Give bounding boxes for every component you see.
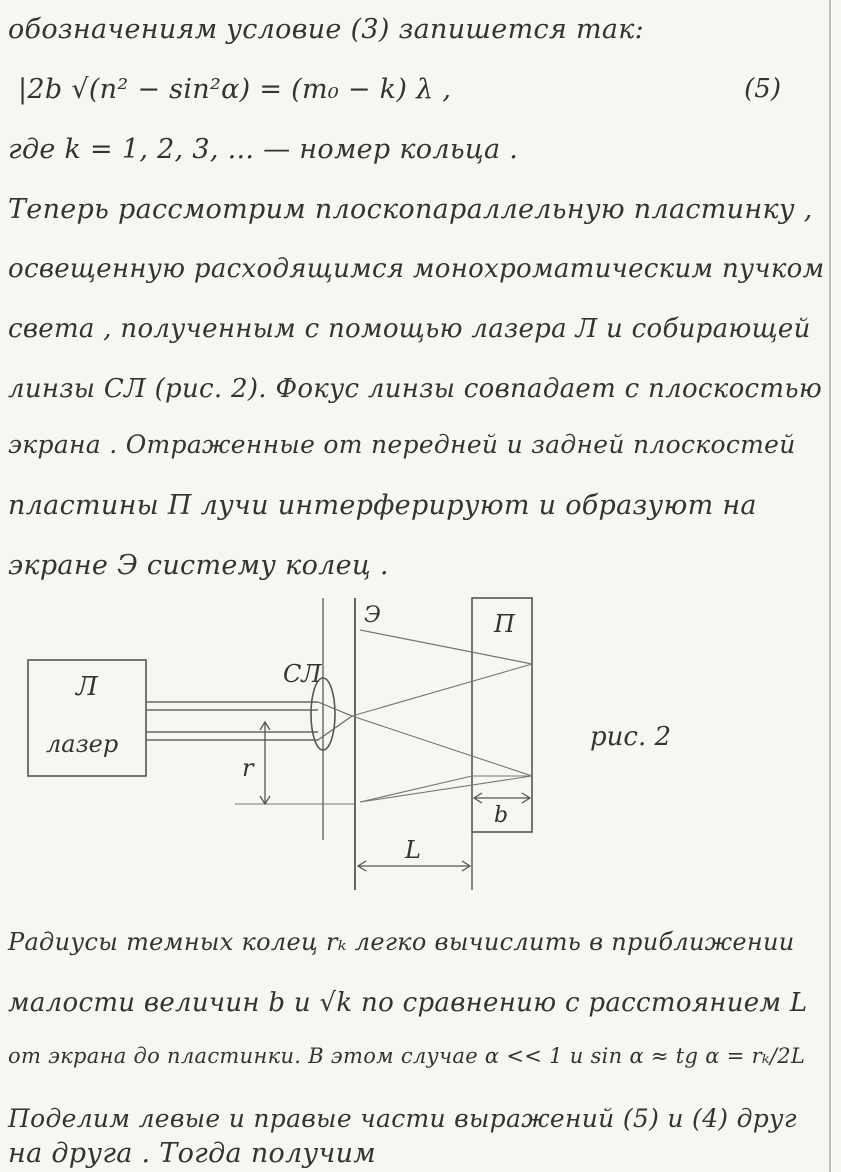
equation-5: |2b √(n² − sin²α) = (m₀ − k) λ ,: [18, 74, 452, 105]
text-line-4: Теперь рассмотрим плоскопараллельную пластинку ,: [8, 194, 813, 225]
figure-caption: рис. 2: [590, 722, 672, 752]
text-line-13: от экрана до пластинки. В этом случае α << 1 и sin α ≈ tg α = rₖ/2L: [8, 1044, 806, 1068]
ray: [352, 716, 532, 776]
page-edge: [829, 0, 831, 1172]
thickness-label: b: [494, 803, 509, 828]
radius-label: r: [242, 754, 254, 782]
equation-number: (5): [744, 74, 781, 104]
text-line-14: Поделим левые и правые части выражений (5) и (4) друг: [8, 1104, 797, 1133]
ray: [360, 776, 472, 802]
text-line-3: где k = 1, 2, 3, ... — номер кольца .: [8, 134, 519, 165]
laser-label: лазер: [46, 730, 119, 758]
text-line-7: линзы СЛ (рис. 2). Фокус линзы совпадает с плоскостью: [8, 374, 823, 404]
ray: [472, 652, 532, 664]
text-line-6: света , полученным с помощью лазера Л и собирающей: [8, 314, 811, 344]
plate-label: П: [494, 610, 515, 638]
text-line-11: Радиусы темных колец rₖ легко вычислить в приближении: [8, 928, 795, 956]
text-line-1: обозначениям условие (3) запишется так:: [8, 14, 645, 45]
figure-diagram: [0, 590, 841, 900]
text-line-5: освещенную расходящимся монохроматическим пучком: [8, 254, 825, 284]
text-line-15: на друга . Тогда получим: [8, 1138, 376, 1169]
text-line-10: экране Э систему колец .: [8, 550, 389, 581]
text-line-8: экрана . Отраженные от передней и задней плоскостей: [8, 430, 796, 459]
distance-label: L: [405, 836, 421, 864]
ray: [352, 664, 532, 716]
laser-symbol: Л: [76, 672, 98, 702]
text-line-9: пластины П лучи интерферируют и образуют на: [8, 490, 757, 521]
screen-label: Э: [364, 603, 381, 628]
text-line-12: малости величин b и √k по сравнению с расстоянием L: [8, 988, 808, 1018]
lens-label: СЛ: [283, 660, 322, 688]
